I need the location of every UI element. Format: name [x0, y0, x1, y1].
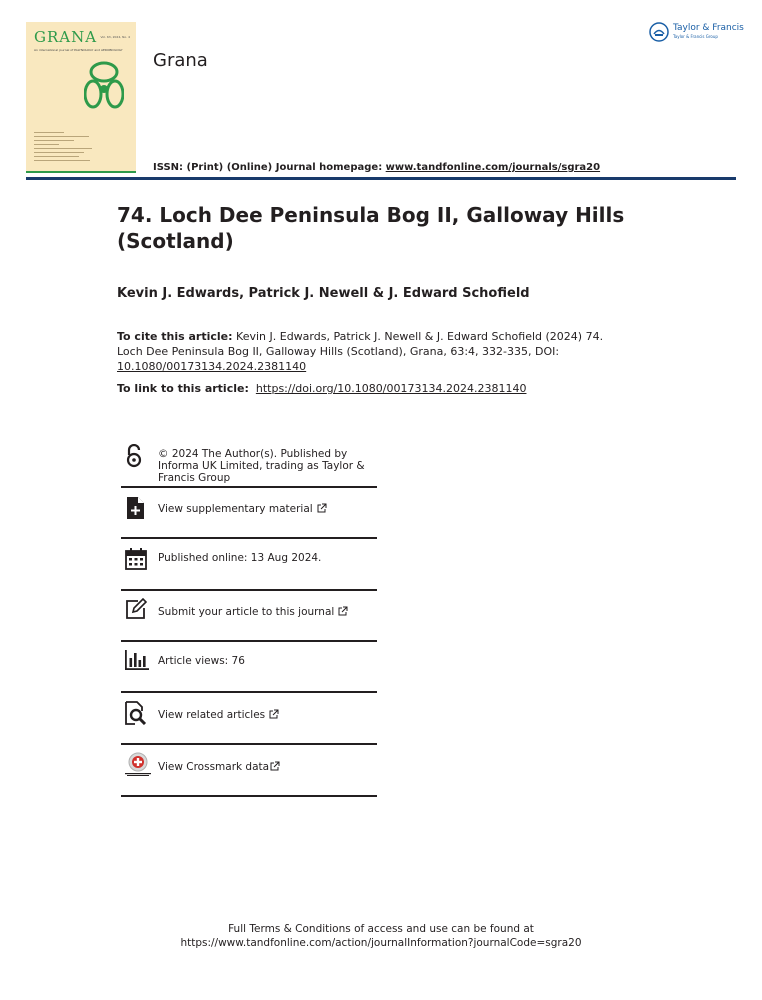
- journal-homepage-link[interactable]: www.tandfonline.com/journals/sgra20: [385, 162, 601, 173]
- journal-name: Grana: [153, 50, 208, 71]
- info-divider: [121, 589, 377, 591]
- crossmark-row[interactable]: [121, 752, 377, 792]
- header-rule: [26, 177, 736, 180]
- search-document-icon: [125, 701, 147, 725]
- article-authors: Kevin J. Edwards, Patrick J. Newell & J. Edward Schofield: [117, 286, 530, 301]
- info-divider: [121, 691, 377, 693]
- citation-doi-link[interactable]: 10.1080/00173134.2024.2381140: [117, 360, 307, 373]
- file-plus-icon: [125, 496, 145, 520]
- edit-document-icon: [125, 598, 147, 620]
- external-link-icon: [269, 709, 279, 719]
- views-row: [121, 648, 377, 688]
- info-divider: [121, 640, 377, 642]
- citation-label: To cite this article:: [117, 330, 233, 343]
- cover-contents-lines: [34, 132, 94, 164]
- publisher-tagline: Taylor & Francis Group: [673, 34, 718, 39]
- open-access-text: © 2024 The Author(s). Published by Informa UK Limited, trading as Taylor & Francis Group: [158, 448, 365, 484]
- external-link-icon: [317, 503, 327, 513]
- calendar-icon: [125, 548, 147, 570]
- link-label: To link to this article:: [117, 382, 249, 395]
- related-link: [158, 709, 279, 721]
- article-link-line: [117, 382, 526, 395]
- submit-label[interactable]: Submit your article to this journal: [158, 606, 335, 618]
- citation-text: Kevin J. Edwards, Patrick J. Newell & J. Edward Schofield (2024) 74. Loch Dee Peninsula Bog II, Galloway Hills (Scotland), Grana, 63:4, 332-335, DOI:: [117, 330, 604, 358]
- article-doi-link[interactable]: https://doi.org/10.1080/00173134.2024.2381140: [255, 382, 527, 395]
- related-label[interactable]: View related articles: [158, 709, 266, 721]
- info-divider: [121, 486, 377, 488]
- issn-prefix: ISSN: (Print) (Online) Journal homepage:: [153, 162, 386, 173]
- info-divider: [121, 743, 377, 745]
- pollen-logo-icon: [84, 56, 124, 118]
- submit-row[interactable]: [121, 597, 377, 637]
- crossmark-icon: [125, 752, 151, 778]
- bar-chart-icon: [125, 650, 149, 670]
- publisher-name: Taylor & Francis: [673, 23, 744, 33]
- crossmark-link: [158, 761, 280, 773]
- supplementary-link: [158, 503, 327, 515]
- footer: [0, 922, 762, 950]
- cover-issue: Vol. 63, 2024, No. 4: [100, 35, 130, 39]
- published-row: [121, 546, 377, 586]
- taylor-francis-logo-icon: [649, 22, 669, 42]
- open-access-row: [121, 442, 377, 488]
- external-link-icon: [338, 606, 348, 616]
- published-date: Published online: 13 Aug 2024.: [158, 552, 322, 564]
- info-divider: [121, 537, 377, 539]
- submit-link: [158, 606, 348, 618]
- article-title: 74. Loch Dee Peninsula Bog II, Galloway Hills (Scotland): [117, 203, 625, 253]
- cover-title: GRANA: [34, 28, 98, 46]
- supplementary-row[interactable]: [121, 494, 377, 534]
- related-row[interactable]: [121, 700, 377, 740]
- article-views: Article views: 76: [158, 655, 245, 667]
- footer-terms-link[interactable]: https://www.tandfonline.com/action/journalInformation?journalCode=sgra20: [180, 937, 582, 949]
- issn-line: [153, 162, 600, 173]
- supplementary-label[interactable]: View supplementary material: [158, 503, 313, 515]
- citation-block: [117, 329, 617, 374]
- info-divider: [121, 795, 377, 797]
- external-link-icon: [270, 761, 280, 771]
- crossmark-label[interactable]: View Crossmark data: [158, 761, 270, 773]
- journal-cover: [26, 22, 136, 171]
- cover-rule: [26, 171, 136, 173]
- footer-terms-text: Full Terms & Conditions of access and use can be found at: [228, 923, 534, 935]
- open-lock-icon: [125, 444, 143, 468]
- cover-subtitle: An international journal of PALYNOLOGY and AEROBIOLOGY: [34, 48, 123, 52]
